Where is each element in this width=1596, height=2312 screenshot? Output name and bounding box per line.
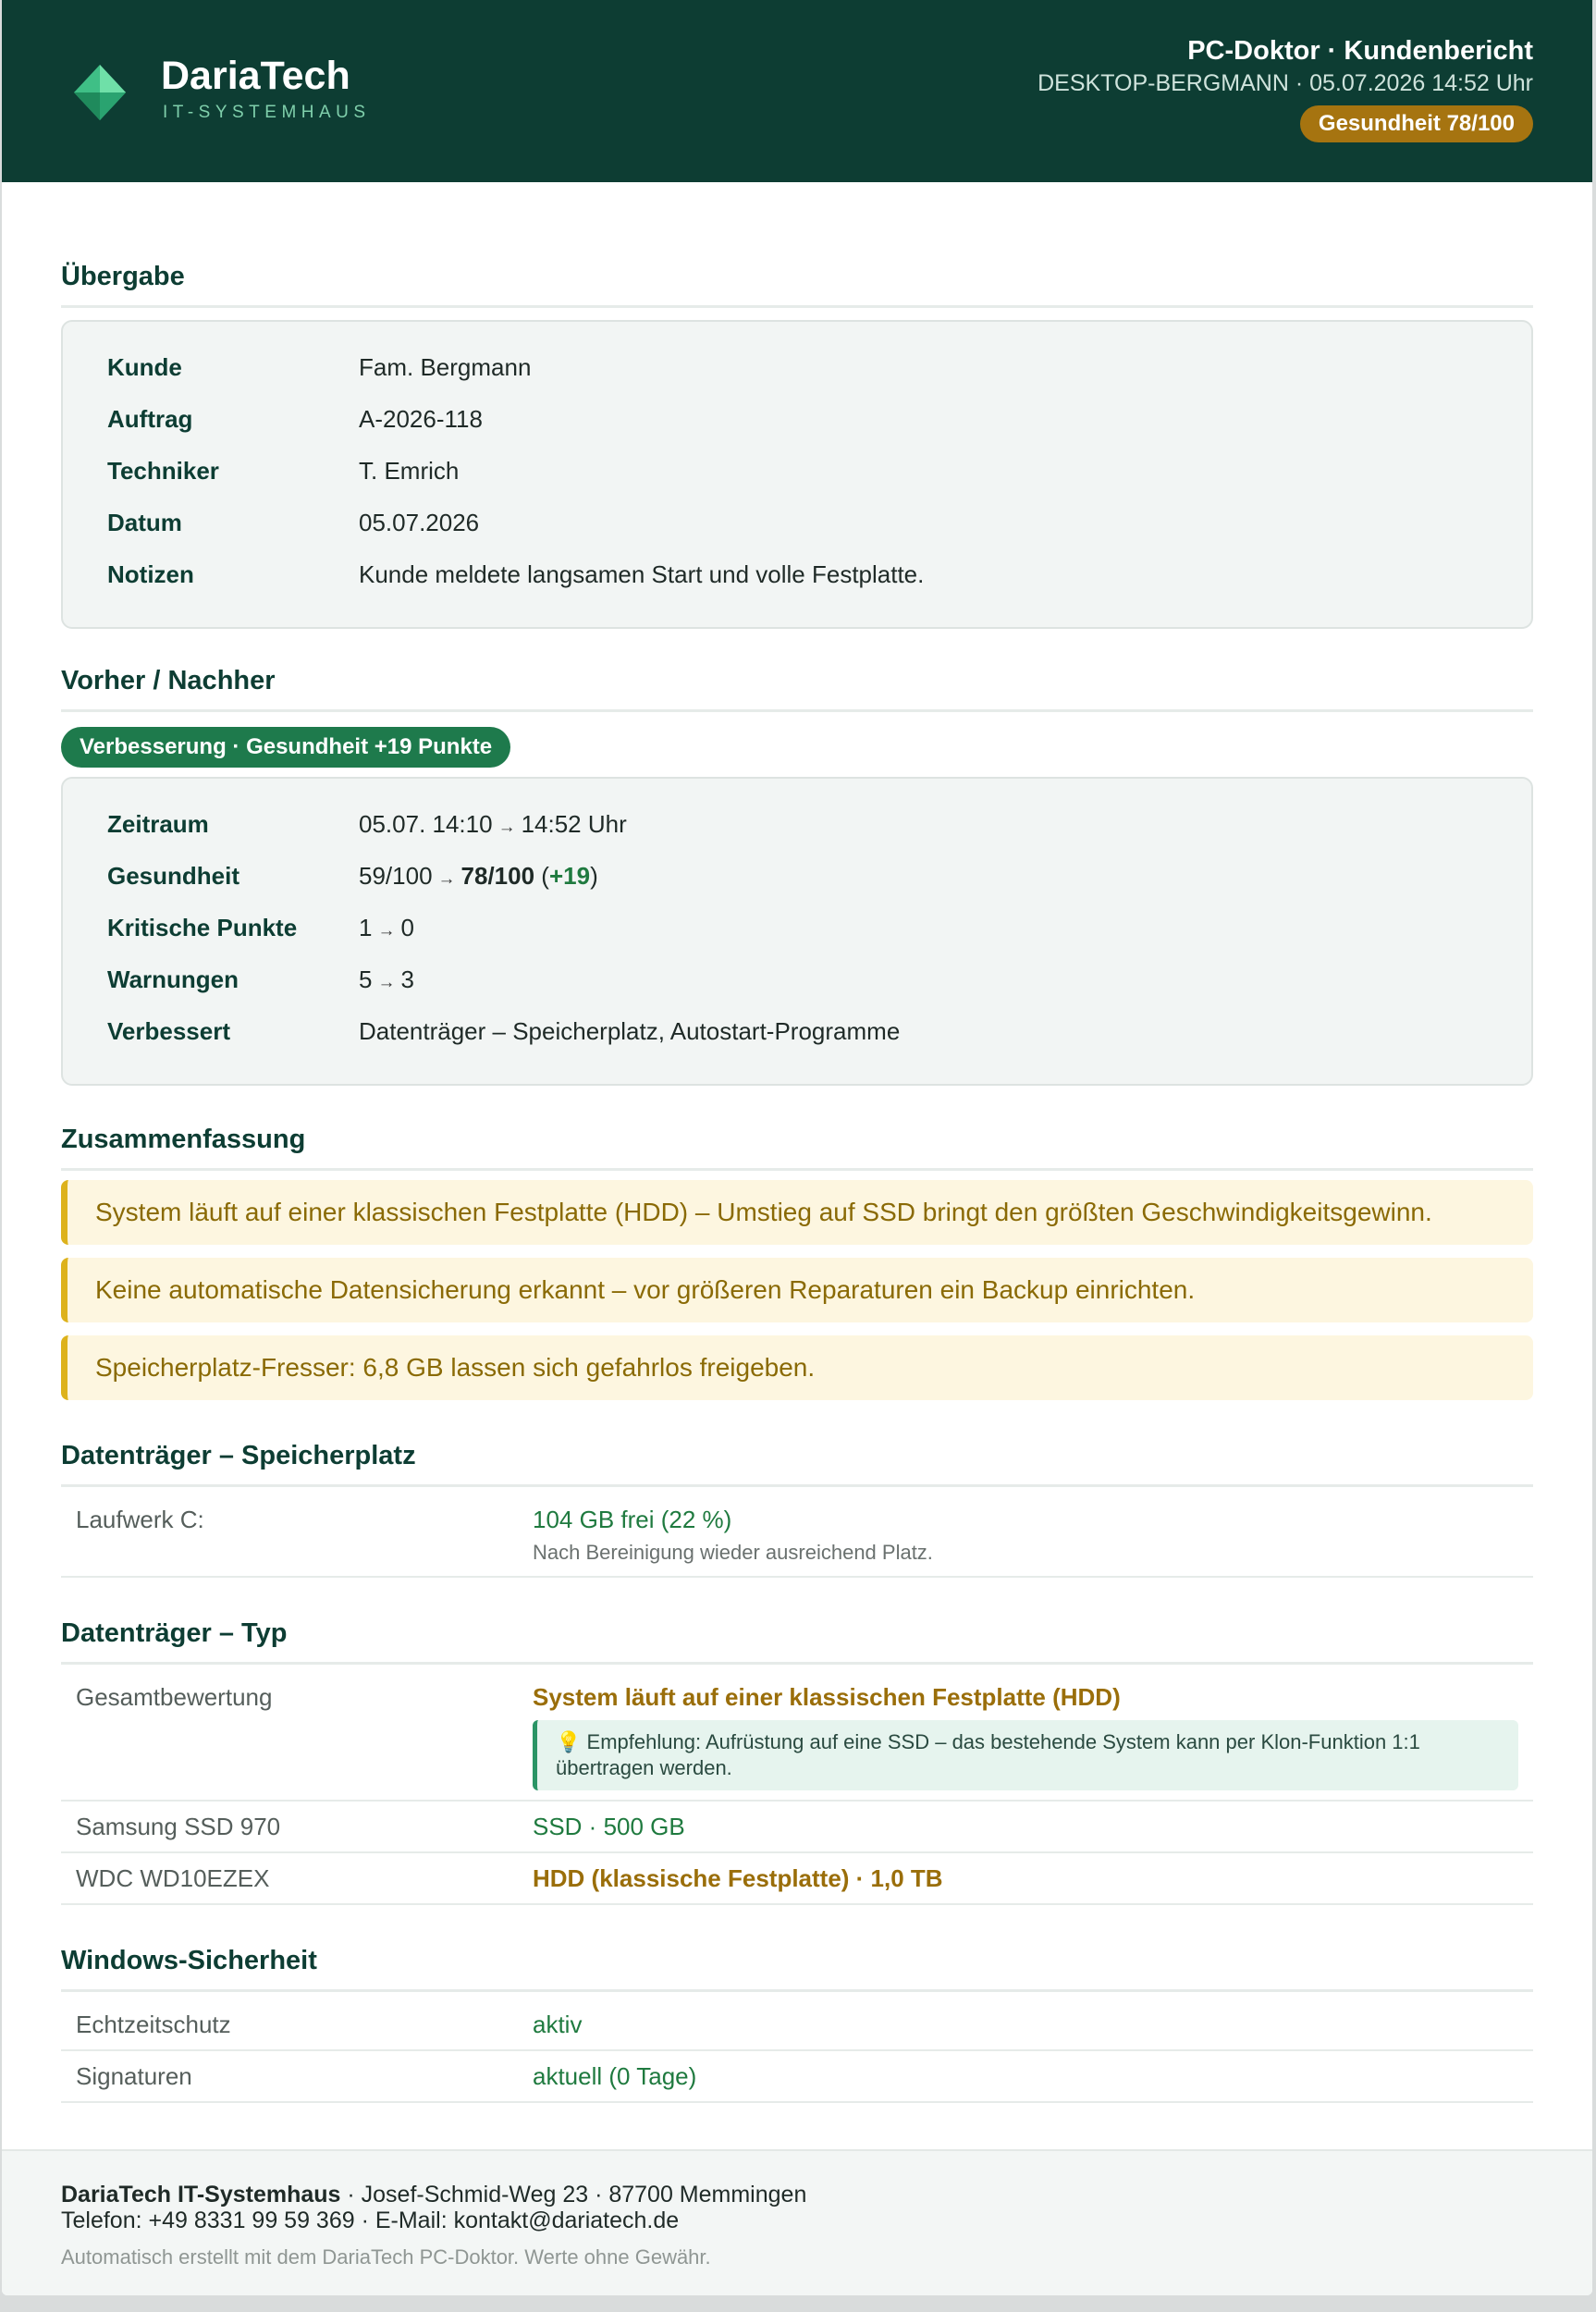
kritisch-to: 0 [400, 914, 414, 941]
recommendation-box [533, 1720, 1518, 1790]
kv-value: 05.07.2026 [359, 509, 480, 536]
section-title-uebergabe: Übergabe [61, 262, 1533, 308]
footer-address: · Josef-Schmid-Weg 23 · 87700 Memmingen [340, 2182, 807, 2207]
kv-value [359, 810, 627, 839]
footer-disclaimer: Automatisch erstellt mit dem DariaTech PC-Doktor. Werte ohne Gewähr. [61, 2245, 711, 2269]
arrow-right-icon: → [377, 973, 396, 992]
gesundheit-delta: +19 [548, 862, 591, 890]
detail-label: Samsung SSD 970 [76, 1813, 281, 1840]
kritisch-from: 1 [359, 914, 373, 941]
zeitraum-to: 14:52 Uhr [521, 810, 627, 838]
brand-name: DariaTech [161, 54, 350, 98]
report-page [2, 0, 1592, 2295]
detail-value: System läuft auf einer klassischen Festplatte (HDD) [533, 1683, 1121, 1711]
detail-label: Gesamtbewertung [76, 1683, 273, 1711]
kv-label: Gesundheit [107, 862, 240, 890]
summary-warning [61, 1335, 1533, 1400]
kv-value [359, 965, 414, 994]
gesundheit-from: 59/100 [359, 862, 433, 890]
detail-value: aktiv [533, 2011, 583, 2038]
report-header [2, 0, 1592, 182]
detail-value: HDD (klassische Festplatte) · 1,0 TB [533, 1864, 943, 1892]
kv-value: T. Emrich [359, 457, 460, 485]
detail-row-laufwerk [61, 1487, 1533, 1578]
summary-warning [61, 1180, 1533, 1245]
report-info [1037, 35, 1533, 142]
footer-company: DariaTech IT-Systemhaus [61, 2182, 341, 2207]
diamond-logo-icon [72, 63, 128, 122]
summary-warning [61, 1258, 1533, 1322]
kv-value: Fam. Bergmann [359, 353, 532, 381]
detail-value: 104 GB frei (22 %) [533, 1506, 732, 1533]
section-title-sicherheit: Windows-Sicherheit [61, 1946, 1533, 1992]
vorher-nachher-card [61, 777, 1533, 1086]
warnungen-to: 3 [400, 965, 414, 993]
detail-row-echtzeitschutz [61, 1999, 1533, 2051]
detail-label: Echtzeitschutz [76, 2011, 231, 2038]
detail-label: Signaturen [76, 2062, 192, 2090]
kv-label: Auftrag [107, 405, 193, 433]
uebergabe-card [61, 320, 1533, 629]
detail-value: SSD · 500 GB [533, 1813, 685, 1840]
kv-value: A-2026-118 [359, 405, 483, 433]
kv-label: Warnungen [107, 965, 239, 993]
kv-label: Verbessert [107, 1017, 230, 1045]
zeitraum-from: 05.07. 14:10 [359, 810, 493, 838]
report-footer [2, 2149, 1592, 2295]
kv-label: Datum [107, 509, 182, 536]
kv-label: Kritische Punkte [107, 914, 298, 941]
section-title-vorher-nachher: Vorher / Nachher [61, 666, 1533, 712]
improvement-badge: Verbesserung · Gesundheit +19 Punkte [61, 727, 510, 768]
arrow-right-icon: → [437, 869, 456, 889]
detail-label: WDC WD10EZEX [76, 1864, 270, 1892]
lightbulb-icon: 💡 [556, 1730, 582, 1753]
detail-row-drive [61, 1853, 1533, 1905]
recommendation-text: Empfehlung: Aufrüstung auf eine SSD – das bestehende System kann per Klon-Funktion 1:1 übertragen werden. [556, 1730, 1420, 1779]
arrow-right-icon: → [497, 818, 516, 837]
section-title-speicherplatz: Datenträger – Speicherplatz [61, 1441, 1533, 1487]
arrow-right-icon: → [377, 921, 396, 941]
detail-row-signaturen [61, 2051, 1533, 2103]
detail-row-drive [61, 1802, 1533, 1853]
kv-label: Notizen [107, 560, 194, 588]
kv-label: Zeitraum [107, 810, 209, 838]
warnungen-from: 5 [359, 965, 373, 993]
kv-value: Datenträger – Speicherplatz, Autostart-Programme [359, 1017, 901, 1045]
report-title: PC-Doktor · Kundenbericht [1187, 36, 1533, 66]
detail-value: aktuell (0 Tage) [533, 2062, 697, 2090]
detail-note: Nach Bereinigung wieder ausreichend Platz. [533, 1541, 933, 1564]
summary-warning-text: System läuft auf einer klassischen Festplatte (HDD) – Umstieg auf SSD bringt den größten Geschwindigkeitsgewinn. [95, 1198, 1432, 1226]
kv-value: 59/100 → 78/100 (+19) [359, 862, 598, 890]
footer-contact: Telefon: +49 8331 99 59 369 · E-Mail: kontakt@dariatech.de [61, 2207, 680, 2233]
summary-warning-text: Keine automatische Datensicherung erkannt – vor größeren Reparaturen ein Backup einrichten. [95, 1275, 1196, 1304]
section-title-zusammenfassung: Zusammenfassung [61, 1125, 1533, 1171]
kv-label: Techniker [107, 457, 219, 485]
kv-label: Kunde [107, 353, 182, 381]
report-meta: DESKTOP-BERGMANN · 05.07.2026 14:52 Uhr [1037, 70, 1533, 96]
kv-value [359, 914, 414, 942]
section-title-typ: Datenträger – Typ [61, 1618, 1533, 1665]
brand-subtitle: IT-SYSTEMHAUS [163, 103, 371, 122]
gesundheit-to: 78/100 [460, 862, 535, 890]
detail-label: Laufwerk C: [76, 1506, 204, 1533]
footer-company-line [61, 2182, 806, 2208]
summary-warning-text: Speicherplatz-Fresser: 6,8 GB lassen sich gefahrlos freigeben. [95, 1353, 816, 1382]
detail-row-gesamtbewertung [61, 1665, 1533, 1802]
kv-value: Kunde meldete langsamen Start und volle Festplatte. [359, 560, 925, 588]
health-badge: Gesundheit 78/100 [1300, 105, 1533, 142]
